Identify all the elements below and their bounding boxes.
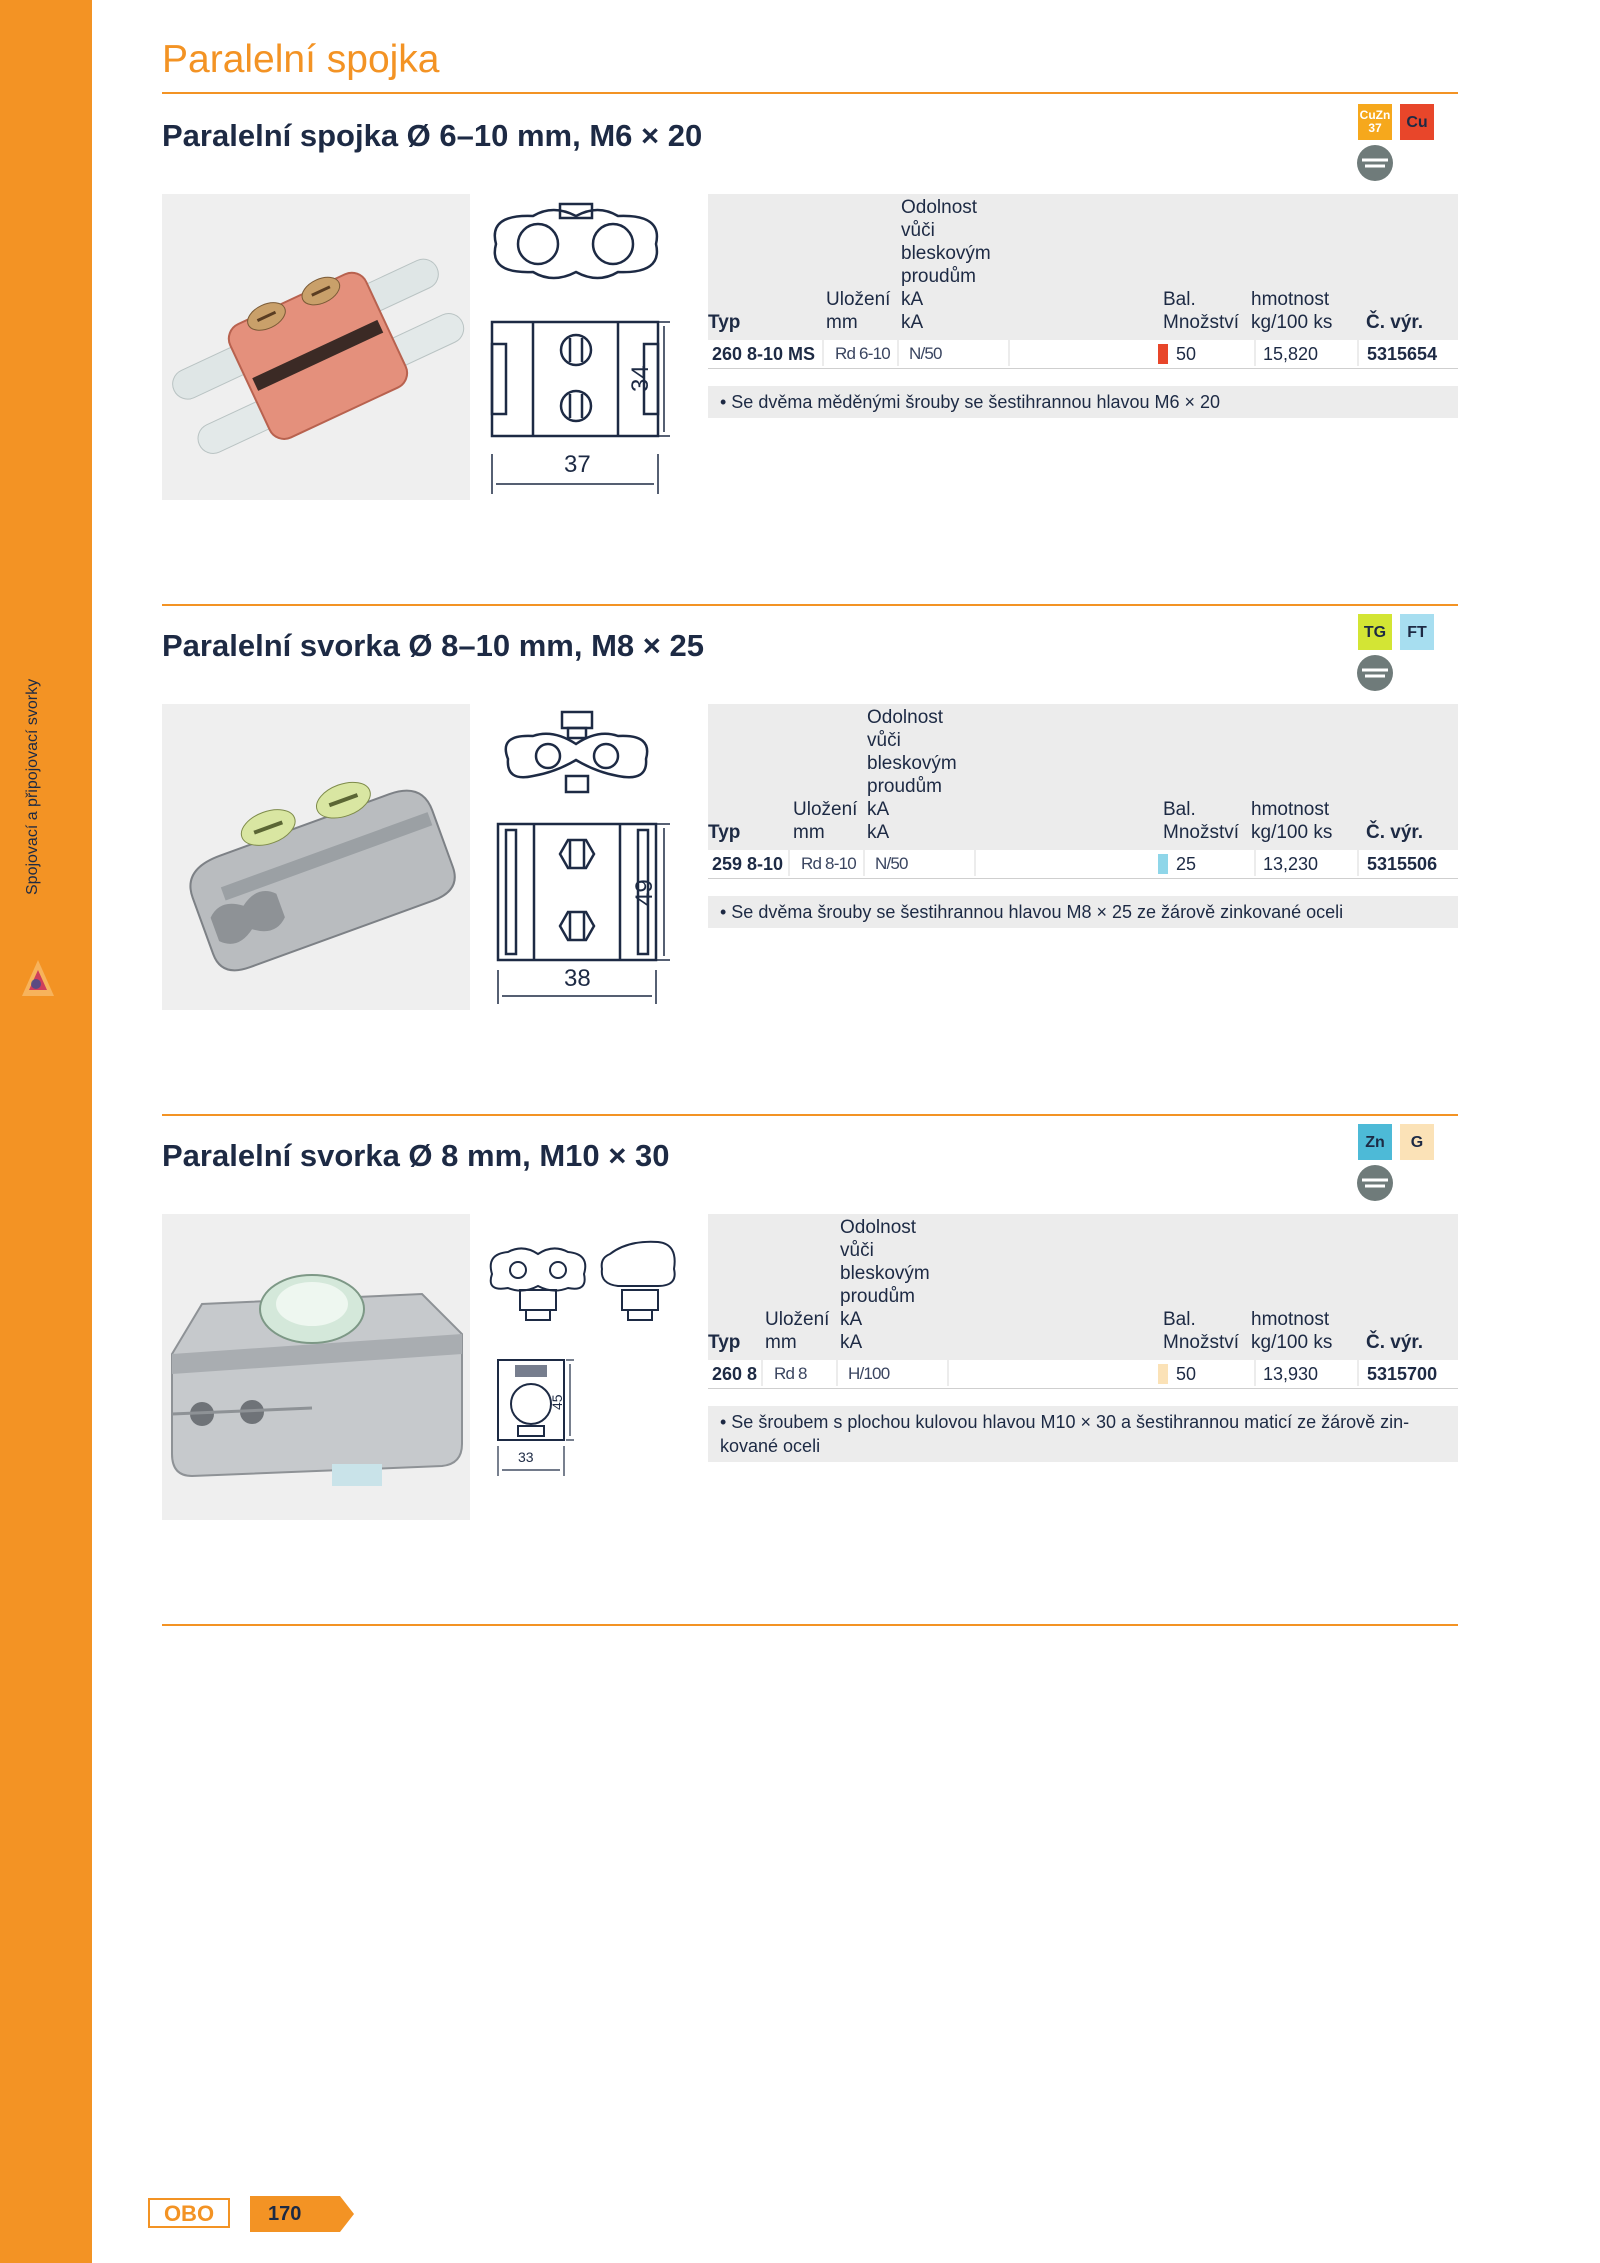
technical-drawing [478, 1214, 678, 1520]
col-bal-unit: Množství [1163, 822, 1240, 843]
material-badge: TG [1358, 614, 1392, 650]
product-title: Paralelní svorka Ø 8 mm, M10 × 30 [162, 1138, 670, 1173]
col-cvyr: Č. výr. [1366, 1332, 1424, 1353]
cell-ulozeni: Rd 6-10 [835, 344, 890, 363]
table-header [708, 1214, 1458, 1360]
dimension-height-label: 49 [631, 879, 658, 906]
table-row [708, 1360, 1458, 1389]
tested-icon [1356, 144, 1394, 182]
col-odolnost: Odolnost [840, 1217, 917, 1238]
cell-hmotnost: 15,820 [1263, 344, 1319, 364]
section-divider [162, 92, 1458, 94]
col-hmotnost: hmotnost [1251, 1309, 1330, 1330]
tested-icon [1356, 654, 1394, 692]
material-badge: G [1400, 1124, 1434, 1160]
table-row [708, 340, 1458, 369]
page-number-tab [250, 2196, 354, 2232]
col-odolnost: Odolnost [901, 197, 978, 218]
col-odolnost-unit: kA [901, 312, 924, 333]
col-ulozeni-unit: mm [826, 312, 858, 333]
dimension-height-label: 34 [627, 365, 654, 392]
col-typ: Typ [708, 822, 741, 843]
section-divider [162, 1624, 1458, 1626]
table-header [708, 704, 1458, 850]
col-odolnost: Odolnost [867, 707, 944, 728]
spec-table [708, 194, 1458, 369]
product-photo [162, 194, 470, 500]
col-ulozeni: Uložení [826, 289, 891, 310]
material-swatch [1158, 1364, 1168, 1384]
col-odolnost-unit: kA [901, 289, 924, 310]
section-divider [162, 1114, 1458, 1116]
col-cvyr: Č. výr. [1366, 312, 1424, 333]
cell-bal: 50 [1176, 344, 1197, 364]
spec-table [708, 704, 1458, 879]
cell-cvyr: 5315700 [1367, 1364, 1438, 1384]
material-badge: Zn [1358, 1124, 1392, 1160]
col-odolnost: proudům [901, 266, 976, 287]
zinc-clamp-image [162, 1214, 470, 1520]
col-bal: Bal. [1163, 1309, 1196, 1330]
material-badge: FT [1400, 614, 1434, 650]
material-swatch [1158, 854, 1168, 874]
page-number: 170 [268, 2203, 302, 2225]
col-odolnost: vůči [901, 220, 935, 241]
product-note: • Se dvěma měděnými šrouby se šestihrannou hlavou M6 × 20 [708, 386, 1458, 418]
page-title: Paralelní spojka [162, 38, 440, 81]
technical-drawing [478, 194, 678, 500]
col-hmotnost: hmotnost [1251, 289, 1330, 310]
col-ulozeni: Uložení [765, 1309, 830, 1330]
col-odolnost-unit: kA [840, 1309, 863, 1330]
cell-odolnost: N/50 [875, 854, 908, 873]
tested-icon [1356, 1164, 1394, 1202]
col-typ: Typ [708, 312, 741, 333]
cell-typ: 260 8-10 MS [712, 344, 816, 364]
cell-odolnost: H/100 [848, 1364, 890, 1383]
col-odolnost: bleskovým [840, 1263, 930, 1284]
col-odolnost-unit: kA [840, 1332, 863, 1353]
material-swatch [1158, 344, 1168, 364]
technical-drawing [478, 704, 678, 1010]
col-cvyr: Č. výr. [1366, 822, 1424, 843]
col-odolnost-unit: kA [867, 822, 890, 843]
spec-table [708, 1214, 1458, 1389]
dimension-width-label: 33 [518, 1449, 534, 1465]
section-divider [162, 604, 1458, 606]
col-odolnost: vůči [840, 1240, 874, 1261]
dimension-height-label: 45 [549, 1394, 565, 1410]
cell-odolnost: N/50 [909, 344, 942, 363]
col-odolnost: vůči [867, 730, 901, 751]
table-header [708, 194, 1458, 340]
obo-logo [148, 2198, 230, 2228]
col-odolnost: proudům [840, 1286, 915, 1307]
col-bal-unit: Množství [1163, 312, 1240, 333]
copper-clamp-image [162, 194, 470, 500]
product-title: Paralelní spojka Ø 6–10 mm, M6 × 20 [162, 118, 703, 153]
cell-hmotnost: 13,230 [1263, 854, 1319, 874]
dimension-width-label: 37 [564, 451, 591, 478]
col-ulozeni: Uložení [793, 799, 858, 820]
cell-bal: 25 [1176, 854, 1197, 874]
col-hmotnost-unit: kg/100 ks [1251, 312, 1333, 333]
product-title: Paralelní svorka Ø 8–10 mm, M8 × 25 [162, 628, 704, 663]
cell-ulozeni: Rd 8-10 [801, 854, 856, 873]
col-bal: Bal. [1163, 289, 1196, 310]
cell-ulozeni: Rd 8 [774, 1364, 807, 1383]
material-badge: CuZn 37 [1358, 104, 1392, 140]
cell-cvyr: 5315654 [1367, 344, 1438, 364]
col-odolnost: bleskovým [901, 243, 991, 264]
col-bal-unit: Množství [1163, 1332, 1240, 1353]
cell-typ: 259 8-10 [712, 854, 784, 874]
col-odolnost: proudům [867, 776, 942, 797]
material-badge: Cu [1400, 104, 1434, 140]
cell-hmotnost: 13,930 [1263, 1364, 1319, 1384]
product-photo [162, 704, 470, 1010]
col-odolnost-unit: kA [867, 799, 890, 820]
side-section-label: Spojovací a připojovací svorky [24, 678, 41, 895]
brand-text: OBO [163, 2201, 215, 2226]
cell-bal: 50 [1176, 1364, 1197, 1384]
table-row [708, 850, 1458, 879]
col-hmotnost-unit: kg/100 ks [1251, 1332, 1333, 1353]
steel-clamp-image [162, 704, 470, 1010]
cell-cvyr: 5315506 [1367, 854, 1438, 874]
product-photo [162, 1214, 470, 1520]
dimension-width-label: 38 [564, 965, 591, 992]
obo-emblem-icon [20, 958, 56, 998]
cell-typ: 260 8 [712, 1364, 758, 1384]
col-typ: Typ [708, 1332, 741, 1353]
col-hmotnost-unit: kg/100 ks [1251, 822, 1333, 843]
product-note: • Se dvěma šrouby se šestihrannou hlavou M8 × 25 ze žárově zinkované oceli [708, 896, 1458, 928]
product-note: • Se šroubem s plochou kulovou hlavou M10 × 30 a šestihrannou maticí ze žárově zin-kované oceli [708, 1406, 1458, 1462]
col-ulozeni-unit: mm [793, 822, 825, 843]
orange-sidebar [0, 0, 92, 2263]
col-ulozeni-unit: mm [765, 1332, 797, 1353]
col-odolnost: bleskovým [867, 753, 957, 774]
col-bal: Bal. [1163, 799, 1196, 820]
col-hmotnost: hmotnost [1251, 799, 1330, 820]
